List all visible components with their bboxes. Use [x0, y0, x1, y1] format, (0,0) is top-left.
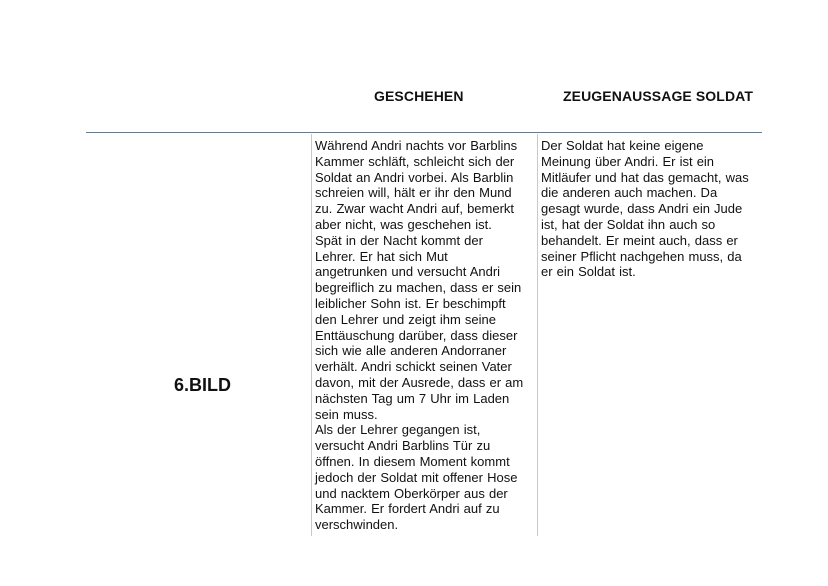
- column-divider: [537, 134, 538, 536]
- cell-zeugenaussage: Der Soldat hat keine eigene Meinung über Andri. Er ist ein Mitläufer und hat das gemacht, was die anderen auch machen. Da gesagt wurde, dass Andri ein Jude ist, hat der Soldat ihn auch so behandelt. Er meint auch, dass er seiner Pflicht nachgehen muss, da er ein Soldat ist.: [541, 138, 749, 280]
- column-divider: [311, 134, 312, 536]
- cell-geschehen: Während Andri nachts vor Barblins Kammer schläft, schleicht sich der Soldat an Andri vorbei. Als Barblin schreien will, hält er ihr den Mund zu. Zwar wacht Andri auf, bemerkt aber nicht, was geschehen ist. Spät in der Nacht kommt der Lehrer. Er hat sich Mut angetrunken und versucht Andri begreiflich zu machen, dass er sein leiblicher Sohn ist. Er beschimpft den Lehrer und zeigt ihm seine Enttäuschung darüber, dass dieser sich wie alle anderen Andorraner verhält. Andri schickt seinen Vater davon, mit der Ausrede, dass er am nächsten Tag um 7 Uhr im Laden sein muss. Als der Lehrer gegangen ist, versucht Andri Barblins Tür zu öffnen. In diesem Moment kommt jedoch der Soldat mit offener Hose und nacktem Oberkörper aus der Kammer. Er fordert Andri auf zu verschwinden.: [315, 138, 524, 533]
- header-divider: [86, 132, 762, 133]
- column-header-zeugenaussage: ZEUGENAUSSAGE SOLDAT: [563, 88, 753, 104]
- column-header-geschehen: GESCHEHEN: [374, 88, 464, 104]
- row-label: 6.BILD: [174, 375, 232, 395]
